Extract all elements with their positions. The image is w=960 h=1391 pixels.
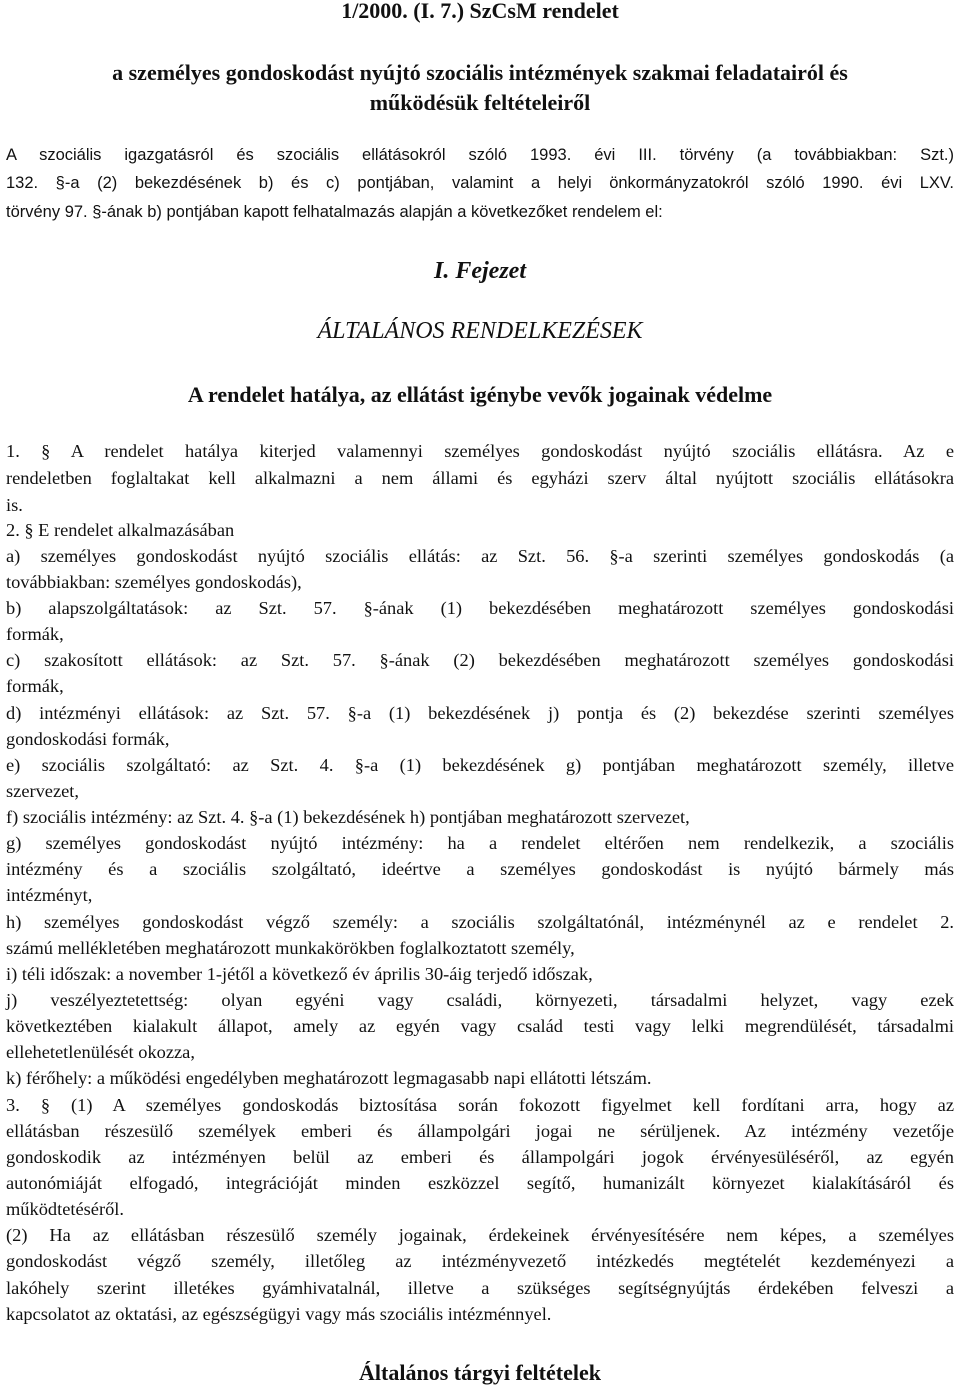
body-line: autonómiáját elfogadó, integrációját minden eszközzel segítő, humanizált környezet kialakításáról és: [6, 1173, 954, 1193]
body-line: intézményt,: [6, 885, 93, 905]
body-line: kapcsolatot az oktatási, az egészségügyi vagy más szociális intézménnyel.: [6, 1304, 552, 1324]
preamble-line-2: 132. §-a (2) bekezdésének b) és c) pontjában, valamint a helyi önkormányzatokról szóló 1990. évi LXV.: [6, 174, 954, 192]
body-line: (2) Ha az ellátásban részesülő személy jogainak, érdekeinek érvényesítésére nem képes, a személyes: [6, 1225, 954, 1245]
body-line: szervezet,: [6, 781, 79, 801]
body-line: a) személyes gondoskodást nyújtó szociális ellátás: az Szt. 56. §-a szerinti személyes gondoskodás (a: [6, 546, 954, 566]
body-line: j) veszélyeztetettség: olyan egyéni vagy családi, környezeti, társadalmi helyzet, vagy ezek: [6, 990, 954, 1010]
decree-title-line-1: a személyes gondoskodást nyújtó szociális intézmények szakmai feladatairól és: [112, 60, 848, 85]
body-line: ellehetetlenülését okozza,: [6, 1042, 195, 1062]
section-subtitle: A rendelet hatálya, az ellátást igénybe vevők jogainak védelme: [187, 382, 773, 407]
body-line: gondoskodási formák,: [6, 729, 170, 749]
body-line: gondoskodik az intézményen belül az emberi és állampolgári jogok érvényesüléséről, az egyén: [6, 1147, 954, 1167]
preamble-line-3: törvény 97. §-ának b) pontjában kapott felhatalmazás alapján a következőket rendelem el:: [6, 203, 663, 221]
body-line: gondoskodást végző személy, illetőleg az intézményvezető intézkedés megtételét kezdeményezi a: [6, 1251, 954, 1271]
body-line: számú mellékletében meghatározott munkakörökben foglalkoztatott személy,: [6, 938, 575, 958]
body-line: b) alapszolgáltatások: az Szt. 57. §-ának (1) bekezdésében meghatározott személyes gondoskodási: [6, 598, 954, 618]
body-line: e) szociális szolgáltató: az Szt. 4. §-a (1) bekezdésének g) pontjában meghatározott személy, illetve: [6, 755, 954, 775]
body-line: g) személyes gondoskodást nyújtó intézmény: ha a rendelet eltérően nem rendelkezik, a szociális: [6, 833, 954, 853]
body-line: d) intézményi ellátások: az Szt. 57. §-a (1) bekezdésének j) pontja és (2) bekezdése szerinti személyes: [6, 703, 954, 723]
body-line: k) férőhely: a működési engedélyben meghatározott legmagasabb napi ellátotti létszám.: [6, 1068, 652, 1088]
body-line: következtében kialakult állapot, amely az egyén vagy család testi vagy lelki megrendülését, társadalmi: [6, 1016, 954, 1036]
body-line: is.: [6, 495, 23, 515]
body-line: h) személyes gondoskodást végző személy: a szociális szolgáltatónál, intézménynél az e rendelet 2.: [6, 912, 954, 932]
body-line: intézmény és a szociális szolgáltató, ideértve a személyes gondoskodást is nyújtó bármely más: [6, 859, 954, 879]
body-line: formák,: [6, 676, 64, 696]
body-line: 3. § (1) A személyes gondoskodás biztosítása során fokozott figyelmet kell fordítani arra, hogy az: [6, 1095, 954, 1115]
body-line: formák,: [6, 624, 64, 644]
body-line: továbbiakban: személyes gondoskodás),: [6, 572, 302, 592]
body-line: f) szociális intézmény: az Szt. 4. §-a (1) bekezdésének h) pontjában meghatározott szervezet,: [6, 807, 690, 827]
chapter-name: ÁLTALÁNOS RENDELKEZÉSEK: [317, 318, 643, 344]
body-line: rendeletben foglaltakat kell alkalmazni a nem állami és egyházi szerv által nyújtott szociális ellátásokra: [6, 468, 954, 488]
decree-identifier: 1/2000. (I. 7.) SzCsM rendelet: [341, 0, 619, 23]
section-heading: Általános tárgyi feltételek: [359, 1360, 601, 1385]
body-line: 2. § E rendelet alkalmazásában: [6, 520, 235, 540]
body-line: lakóhely szerint illetékes gyámhivatalnál, illetve a szükséges segítségnyújtás érdekében felveszi a: [6, 1278, 954, 1298]
chapter-label: I. Fejezet: [434, 258, 526, 284]
body-line: c) szakosított ellátások: az Szt. 57. §-ának (2) bekezdésében meghatározott személyes gondoskodási: [6, 650, 954, 670]
preamble-line-1: A szociális igazgatásról és szociális ellátásokról szóló 1993. évi III. törvény (a továbbiakban: Szt.): [6, 146, 954, 164]
decree-title-line-2: működésük feltételeiről: [369, 90, 591, 115]
body-line: ellátásban részesülő személyek emberi és állampolgári jogai ne sérüljenek. Az intézmény vezetője: [6, 1121, 954, 1141]
body-line: működtetéséről.: [6, 1199, 124, 1219]
body-line: 1. § A rendelet hatálya kiterjed valamennyi személyes gondoskodást nyújtó szociális ellátásra. Az e: [6, 441, 954, 461]
body-line: i) téli időszak: a november 1-jétől a következő év április 30-áig terjedő időszak,: [6, 964, 593, 984]
